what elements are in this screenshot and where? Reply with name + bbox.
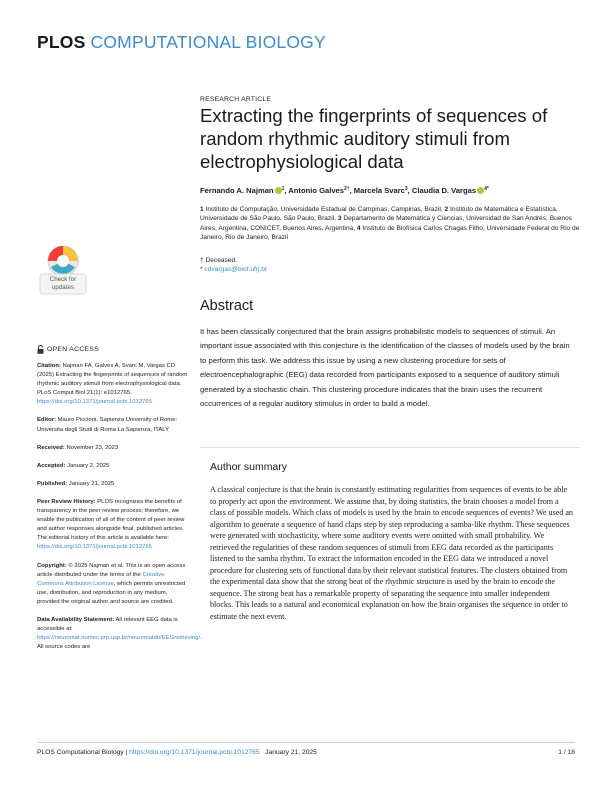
journal-name: COMPUTATIONAL BIOLOGY: [90, 32, 326, 52]
author-affiliation-mark: 2†: [344, 186, 350, 192]
affiliation-text: Instituto de Matemática e Estatística, Universidade de São Paulo, São Paulo, Brazil,: [200, 206, 558, 223]
accepted-text: January 2, 2025: [65, 462, 110, 469]
copyright-text-end: , which permits unrestricted use, distribution, and reproduction in any medium, provided the original author and source are credited.: [37, 580, 186, 605]
check-for-updates-line1: Check for: [49, 276, 77, 283]
published-text: January 21, 2025: [67, 480, 115, 487]
data-availability-label: Data Availability Statement:: [37, 616, 115, 623]
orcid-icon[interactable]: [477, 187, 484, 194]
data-availability-text-end: . All source codes are: [37, 635, 202, 651]
author-name[interactable]: Fernando A. Najman: [200, 186, 274, 195]
affiliation-number: 1: [200, 206, 204, 213]
journal-header: [37, 32, 326, 53]
published-label: Published:: [37, 480, 68, 487]
editor-text: Mauro Piccioni, Sapienza University of Rome: Universita degli Studi di Roma La Sapienza, ITALY: [37, 417, 178, 433]
author-name[interactable]: Antonio Galves: [288, 186, 344, 195]
footer-divider: [37, 742, 575, 743]
check-for-updates-label[interactable]: [37, 276, 89, 292]
received-date: [37, 444, 189, 453]
article-type: RESEARCH ARTICLE: [200, 96, 272, 103]
author-affiliation-mark: 3: [404, 186, 408, 192]
peer-review-label: Peer Review History:: [37, 498, 96, 505]
copyright-text: © 2025 Najman et al. This is an open access article distributed under the terms of the: [37, 562, 186, 578]
affiliation-text: Departamento de Matemática y Ciencias, Universidad de San Andrés, Buenos Aires, Argentina, CONICET, Buenos Aires, Argentina,: [200, 215, 573, 232]
author-affiliation-mark: 1: [281, 186, 285, 192]
data-availability-text: All relevant EEG data is accessible at:: [37, 616, 178, 633]
orcid-icon[interactable]: [275, 187, 282, 194]
corresponding-mark: *: [200, 266, 205, 274]
affiliations: [200, 205, 585, 243]
article-info-sidebar: [37, 362, 202, 661]
peer-review-link[interactable]: https://doi.org/10.1371/journal.pcbi.1012765: [37, 544, 152, 551]
open-access-badge: [37, 345, 99, 354]
received-label: Received:: [37, 444, 65, 451]
footer-doi-link[interactable]: https://doi.org/10.1371/journal.pcbi.1012765: [129, 749, 260, 756]
article-title: Extracting the fingerprints of sequences of random rhythmic auditory stimuli from electrophysiological data: [200, 105, 548, 172]
citation-doi-link[interactable]: https://doi.org/10.1371/journal.pcbi.1012765: [37, 399, 152, 406]
accepted-date: [37, 462, 189, 471]
editor: [37, 416, 189, 434]
editor-label: Editor:: [37, 417, 56, 424]
abstract-heading: Abstract: [200, 298, 254, 314]
data-availability: [37, 616, 202, 652]
page-footer: [37, 749, 317, 756]
published-date: [37, 480, 189, 489]
author-separator: ,: [407, 186, 412, 195]
author-summary-box: [200, 447, 580, 709]
affiliation-text: Instituto de Biofísica Carlos Chagas Filho, Universidade Federal do Rio de Janeiro, Rio de Janeiro, Brazil: [200, 224, 580, 242]
citation-label: Citation:: [37, 363, 61, 369]
peer-review-history: [37, 498, 189, 553]
affiliation-number: 2: [444, 206, 449, 213]
affiliation-text: Instituto de Computação, Universidade Estadual de Campinas, Campinas, Brazil,: [205, 206, 445, 213]
footer-journal: PLOS Computational Biology |: [37, 749, 130, 756]
copyright: [37, 562, 189, 607]
data-repository-link[interactable]: https://neuromat.numec.prp.usp.br/neuromatdb/EEGretrieving/: [37, 635, 201, 642]
received-text: November 23, 2023: [64, 444, 119, 451]
open-access-label: OPEN ACCESS: [47, 346, 100, 353]
publisher-name: PLOS: [37, 32, 86, 52]
affiliation-number: 3: [337, 215, 342, 223]
corresponding-email-link[interactable]: cdvargas@biof.ufrj.br: [204, 266, 268, 274]
author-summary-text: A classical conjecture is that the brain is constantly estimating regularities from sequences of events to be able to properly act upon the environment. We assume that, by doing statistics, the brain chooses a model from a class of possible models. Which class of models is used by the brain to encode sequences of events? We used an algorithm to generate a sequence of hand claps step by step reproducing a samba-like rhythm. These sequences were generated with stochasticity, where some auditory events were omitted with small probability. We retrieved the regularities of these random sequences of stimuli from EEG data recorded as the participants listened to the samba rhythm. To extract the information encoded in the EEG data we introduced a novel procedure for clustering sets of functional data by their relevant statistical features. The clusters obtained from the experimental data show that the strong beat of the rhythmic structure is used by the brain to encode the sequence. The strong beat has a remarkable property of separating the sequence into smaller independent blocks. This leads to a natural and economical explanation on how the brain organises the sequence in order to estimate the next event.: [210, 485, 573, 621]
author-affiliation-mark: 4*: [484, 186, 489, 192]
citation: [37, 362, 189, 407]
page-number: 1 / 18: [558, 749, 575, 756]
peer-review-text: PLOS recognizes the benefits of transparency in the peer review process; therefore, we enable the publication of all of the content of peer review and author responses alongside final, published articles. The editorial history of this article is available here:: [37, 498, 185, 542]
author-separator: ,: [284, 186, 289, 195]
deceased-note: † Deceased.: [200, 257, 238, 264]
author-name[interactable]: Claudia D. Vargas: [411, 186, 477, 195]
copyright-label: Copyright:: [37, 562, 67, 569]
corresponding-note: [200, 265, 267, 274]
author-separator: ,: [349, 186, 354, 195]
citation-text: Najman FA, Galves A, Svarc M, Vargas CD (2025) Extracting the fingerprints of sequences of random rhythmic auditory stimuli from electrophysiological data. PLoS Comput Biol 21(1): e1012765.: [37, 363, 188, 397]
author-summary-heading: Author summary: [210, 461, 288, 473]
affiliation-number: 4: [356, 224, 361, 232]
author-list: [200, 186, 595, 195]
check-for-updates-line2: updates: [51, 284, 75, 291]
license-link[interactable]: Creative Commons Attribution License: [37, 571, 165, 587]
author-name[interactable]: Marcela Svarc: [353, 186, 405, 195]
open-lock-icon: [37, 345, 44, 354]
author-notes: [200, 256, 267, 275]
abstract-text: It has been classically conjectured that the brain assigns probabilistic models to sequences of stimuli. An important issue associated with this conjecture is the identification of the classes of models used by the brain to perform this task. We address this issue by using a new clustering procedure for sets of electroencephalographic (EEG) data recorded from participants exposed to a sequence of auditory stimuli generated by a stochastic chain. This clustering procedure indicates that the brain uses the recurrent occurrences of a regular auditory stimulus in order to build a model.: [200, 327, 570, 409]
footer-date: January 21, 2025: [259, 749, 317, 756]
accepted-label: Accepted:: [37, 462, 66, 469]
